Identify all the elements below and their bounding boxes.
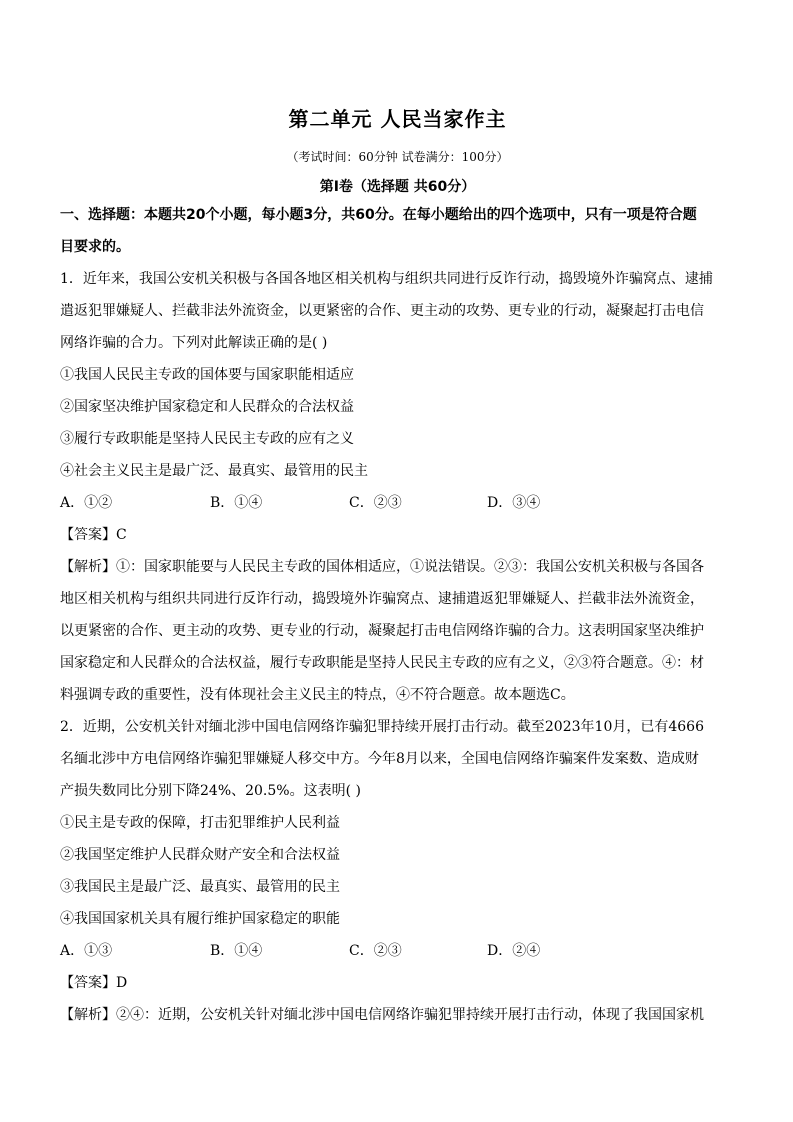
q1-statement: ①我国人民民主专政的国体要与国家职能相适应 bbox=[60, 367, 354, 383]
instructions-line: 目要求的。 bbox=[60, 239, 130, 255]
q2-statement: ①民主是专政的保障，打击犯罪维护人民利益 bbox=[60, 815, 340, 831]
q2-option-c: C．②③ bbox=[349, 943, 402, 959]
q1-stem-line: 1．近年来，我国公安机关积极与各国各地区相关机构与组织共同进行反诈行动，捣毁境外诈骗窝点、逮捕 bbox=[60, 271, 713, 287]
q1-statement: ③履行专政职能是坚持人民民主专政的应有之义 bbox=[60, 431, 354, 447]
q1-statement: ②国家坚决维护国家稳定和人民群众的合法权益 bbox=[60, 399, 354, 415]
q2-stem-line: 2．近期，公安机关针对缅北涉中国电信网络诈骗犯罪持续开展打击行动。截至2023年10月，已有4666 bbox=[60, 719, 704, 735]
q1-analysis-line: 国家稳定和人民群众的合法权益，履行专政职能是坚持人民民主专政的应有之义，②③符合题意。④：材 bbox=[60, 655, 704, 671]
q1-option-a: A．①② bbox=[60, 495, 113, 511]
q2-answer: 【答案】D bbox=[60, 975, 128, 991]
part-heading: 第Ⅰ卷（选择题 共60分） bbox=[319, 179, 476, 195]
q2-stem-line: 名缅北涉中方电信网络诈骗犯罪嫌疑人移交中方。今年8月以来，全国电信网络诈骗案件发案数、造成财 bbox=[60, 751, 699, 767]
q1-analysis-line: 地区相关机构与组织共同进行反诈行动，捣毁境外诈骗窝点、逮捕遣返犯罪嫌疑人、拦截非法外流资金， bbox=[60, 591, 704, 607]
q1-answer: 【答案】C bbox=[60, 527, 127, 543]
page-title: 第二单元 人民当家作主 bbox=[288, 107, 507, 131]
q1-stem-line: 遣返犯罪嫌疑人、拦截非法外流资金，以更紧密的合作、更主动的攻势、更专业的行动，凝聚起打击电信 bbox=[60, 303, 704, 319]
instructions-line: 一、选择题：本题共20个小题，每小题3分，共60分。在每小题给出的四个选项中，只有一项是符合题 bbox=[60, 207, 697, 223]
q2-statement: ④我国国家机关具有履行维护国家稳定的职能 bbox=[60, 911, 340, 927]
q1-option-d: D．③④ bbox=[487, 495, 541, 511]
q2-stem-line: 产损失数同比分别下降24%、20.5%。这表明( ) bbox=[60, 783, 361, 799]
q1-statement: ④社会主义民主是最广泛、最真实、最管用的民主 bbox=[60, 463, 368, 479]
q1-option-c: C．②③ bbox=[349, 495, 402, 511]
q2-option-d: D．②④ bbox=[487, 943, 541, 959]
q1-analysis-line: 【解析】①：国家职能要与人民民主专政的国体相适应，①说法错误。②③：我国公安机关积极与各国各 bbox=[60, 559, 704, 575]
q2-option-a: A．①③ bbox=[60, 943, 113, 959]
q1-option-b: B．①④ bbox=[210, 495, 263, 511]
q2-option-b: B．①④ bbox=[210, 943, 263, 959]
q2-statement: ③我国民主是最广泛、最真实、最管用的民主 bbox=[60, 879, 340, 895]
q1-stem-line: 网络诈骗的合力。下列对此解读正确的是( ) bbox=[60, 335, 328, 351]
q1-analysis-line: 料强调专政的重要性，没有体现社会主义民主的特点，④不符合题意。故本题选C。 bbox=[60, 687, 575, 703]
q2-statement: ②我国坚定维护人民群众财产安全和合法权益 bbox=[60, 847, 340, 863]
exam-info: （考试时间：60分钟 试卷满分：100分） bbox=[286, 150, 509, 164]
q2-analysis-line: 【解析】②④：近期，公安机关针对缅北涉中国电信网络诈骗犯罪持续开展打击行动，体现了我国国家机 bbox=[60, 1007, 704, 1023]
q1-analysis-line: 以更紧密的合作、更主动的攻势、更专业的行动，凝聚起打击电信网络诈骗的合力。这表明国家坚决维护 bbox=[60, 623, 704, 639]
